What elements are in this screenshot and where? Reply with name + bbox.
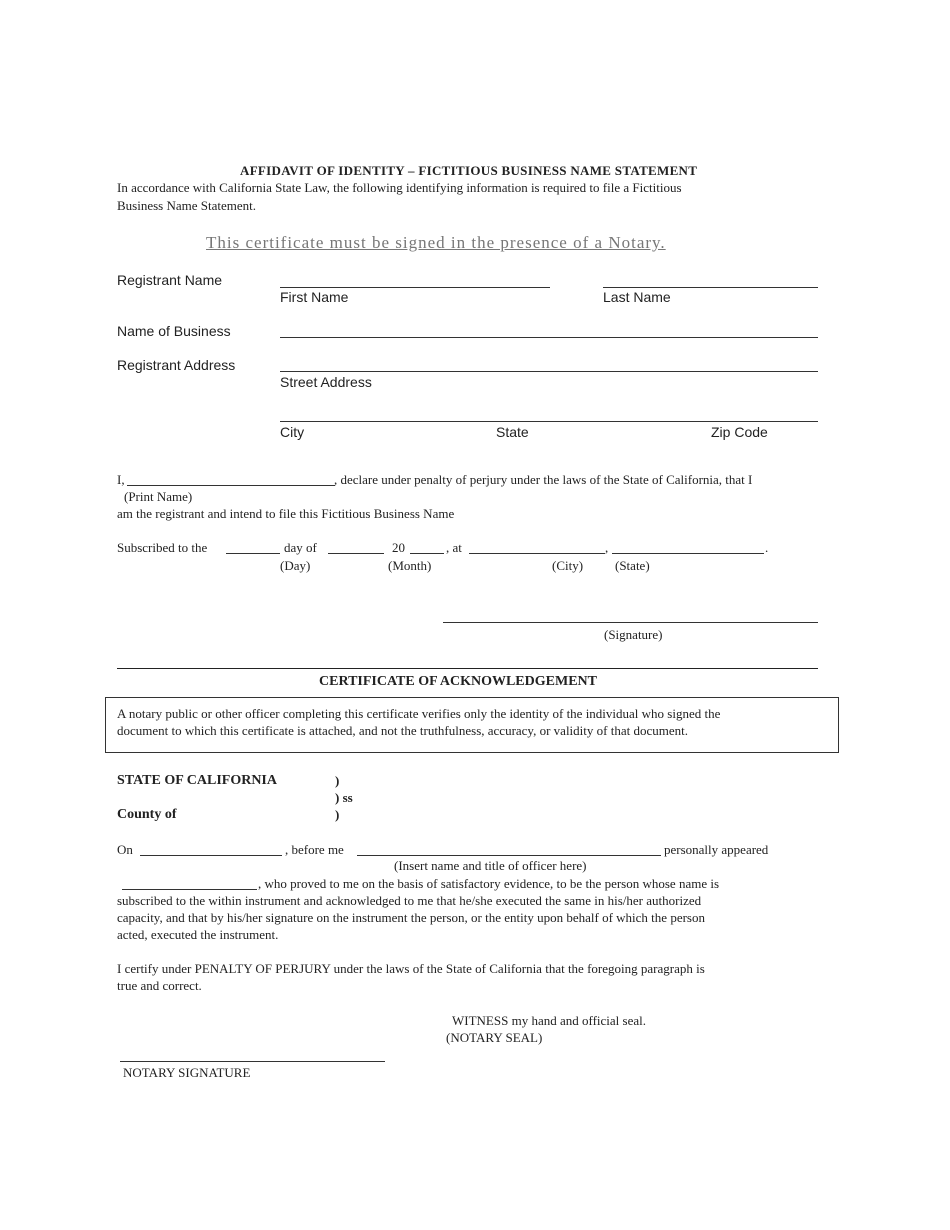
street-address-field[interactable] [280, 371, 818, 372]
last-name-caption: Last Name [603, 289, 671, 305]
first-name-field[interactable] [280, 287, 550, 288]
city-caption: City [280, 424, 305, 440]
period-text: . [765, 540, 769, 555]
intro-text-line2: Business Name Statement. [117, 198, 257, 213]
street-address-caption: Street Address [280, 374, 372, 390]
state-caption: State [496, 424, 529, 440]
declaration-prefix: I, [117, 472, 125, 487]
print-name-caption: (Print Name) [124, 489, 193, 504]
acknowledgement-date-field[interactable] [140, 855, 282, 856]
declaration-text: , declare under penalty of perjury under the laws of the State of California, that I [334, 472, 753, 487]
venue-ss: ) ss [335, 790, 353, 805]
intro-text-line1: In accordance with California State Law, the following identifying information is required to file a Fictitious [117, 180, 682, 195]
notary-seal-text: (NOTARY SEAL) [446, 1030, 543, 1045]
day-of-text: day of [284, 540, 317, 555]
personally-appeared-text: personally appeared [664, 842, 769, 857]
state-of-california-label: STATE OF CALIFORNIA [117, 773, 277, 788]
year-prefix: 20 [392, 540, 405, 555]
notary-notice: This certificate must be signed in the presence of a Notary. [206, 233, 666, 252]
declaration-line2: am the registrant and intend to file this Fictitious Business Name [117, 506, 455, 521]
proved-line2: subscribed to the within instrument and acknowledged to me that he/she executed the same in his/her authorized [117, 893, 702, 908]
on-label: On [117, 842, 133, 857]
comma-text: , [605, 540, 609, 555]
notary-signature-field[interactable] [120, 1061, 385, 1062]
first-name-caption: First Name [280, 289, 349, 305]
registrant-name-label: Registrant Name [117, 272, 223, 288]
signature-caption: (Signature) [604, 627, 663, 642]
registrant-address-label: Registrant Address [117, 357, 236, 373]
business-name-field[interactable] [280, 337, 818, 338]
notary-signature-caption: NOTARY SIGNATURE [123, 1065, 251, 1080]
witness-text: WITNESS my hand and official seal. [452, 1013, 646, 1028]
section-divider [117, 668, 818, 669]
year-field[interactable] [410, 553, 444, 554]
subscribed-prefix: Subscribed to the [117, 540, 208, 555]
subscribed-state-caption: (State) [615, 558, 650, 573]
proved-line1: , who proved to me on the basis of satisfactory evidence, to be the person whose name is [258, 876, 720, 891]
city-state-zip-field[interactable] [280, 421, 818, 422]
document-title: AFFIDAVIT OF IDENTITY – FICTITIOUS BUSINESS NAME STATEMENT [240, 163, 698, 178]
officer-name-caption: (Insert name and title of officer here) [394, 858, 587, 873]
subscribed-state-field[interactable] [612, 553, 764, 554]
certify-line1: I certify under PENALTY OF PERJURY under the laws of the State of California that the foregoing paragraph is [117, 961, 705, 976]
subscribed-city-caption: (City) [552, 558, 584, 573]
venue-paren-top: ) [335, 773, 340, 788]
zip-code-caption: Zip Code [711, 424, 768, 440]
proved-line4: acted, executed the instrument. [117, 927, 279, 942]
last-name-field[interactable] [603, 287, 818, 288]
registrant-signature-field[interactable] [443, 622, 818, 623]
before-me-text: , before me [285, 842, 344, 857]
day-caption: (Day) [280, 558, 311, 573]
certificate-heading: CERTIFICATE OF ACKNOWLEDGEMENT [319, 674, 597, 689]
county-of-label: County of [117, 807, 177, 822]
signer-name-field[interactable] [122, 889, 257, 890]
proved-line3: capacity, and that by his/her signature on the instrument the person, or the entity upon behalf of which the person [117, 910, 705, 925]
business-name-label: Name of Business [117, 323, 231, 339]
certificate-notice-line2: document to which this certificate is attached, and not the truthfulness, accuracy, or validity of that document. [117, 723, 688, 738]
officer-name-field[interactable] [357, 855, 661, 856]
certificate-notice-line1: A notary public or other officer completing this certificate verifies only the identity of the individual who signed the [117, 706, 721, 721]
subscribed-city-field[interactable] [469, 553, 605, 554]
print-name-field[interactable] [127, 485, 335, 486]
month-caption: (Month) [388, 558, 432, 573]
at-text: , at [446, 540, 462, 555]
venue-paren-bottom: ) [335, 807, 340, 822]
certify-line2: true and correct. [117, 978, 202, 993]
month-field[interactable] [328, 553, 384, 554]
day-field[interactable] [226, 553, 280, 554]
